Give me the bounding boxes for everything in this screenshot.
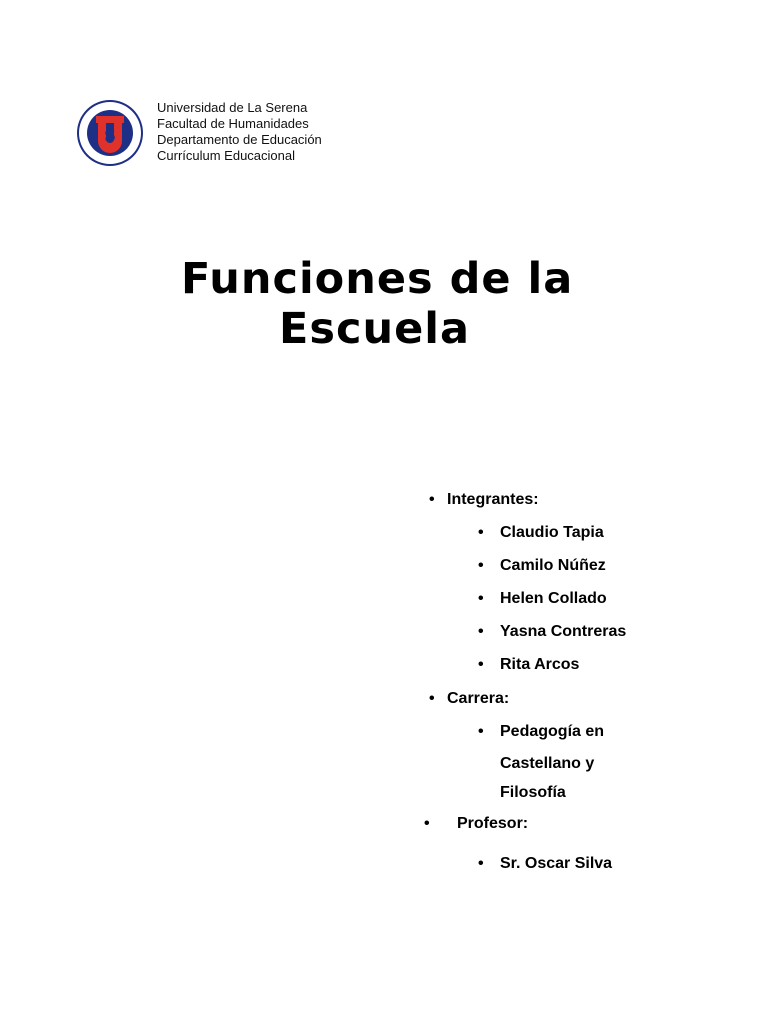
list-item: Yasna Contreras bbox=[500, 623, 627, 640]
document-title-line2: Escuela bbox=[279, 304, 470, 354]
bullet: • bbox=[478, 855, 484, 872]
institution-header bbox=[157, 100, 322, 164]
list-item: Sr. Oscar Silva bbox=[500, 855, 613, 872]
list-item: Helen Collado bbox=[500, 590, 607, 607]
list-item: Pedagogía en bbox=[500, 723, 605, 740]
bullet: • bbox=[478, 723, 484, 740]
svg-text:S: S bbox=[104, 126, 116, 145]
bullet: • bbox=[429, 690, 435, 707]
list-item: Camilo Núñez bbox=[500, 557, 606, 574]
list-item-continuation: Castellano y bbox=[500, 755, 595, 772]
list-item: Rita Arcos bbox=[500, 656, 580, 673]
bullet: • bbox=[478, 557, 484, 574]
university-name: Universidad de La Serena bbox=[157, 100, 308, 115]
bullet: • bbox=[478, 623, 484, 640]
section-label-carrera: Carrera: bbox=[447, 690, 510, 707]
bullet: • bbox=[424, 815, 430, 832]
department-name: Departamento de Educación bbox=[157, 132, 322, 147]
university-logo bbox=[76, 99, 144, 167]
course-name: Currículum Educacional bbox=[157, 148, 296, 163]
bullet: • bbox=[478, 590, 484, 607]
bullet: • bbox=[478, 656, 484, 673]
document-title-line1: Funciones de la bbox=[181, 254, 574, 304]
bullet: • bbox=[478, 524, 484, 541]
section-label-profesor: Profesor: bbox=[457, 815, 529, 832]
section-label-integrantes: Integrantes: bbox=[447, 491, 539, 508]
bullet: • bbox=[429, 491, 435, 508]
list-item-continuation: Filosofía bbox=[500, 784, 566, 801]
list-item: Claudio Tapia bbox=[500, 524, 604, 541]
faculty-name: Facultad de Humanidades bbox=[157, 116, 309, 131]
